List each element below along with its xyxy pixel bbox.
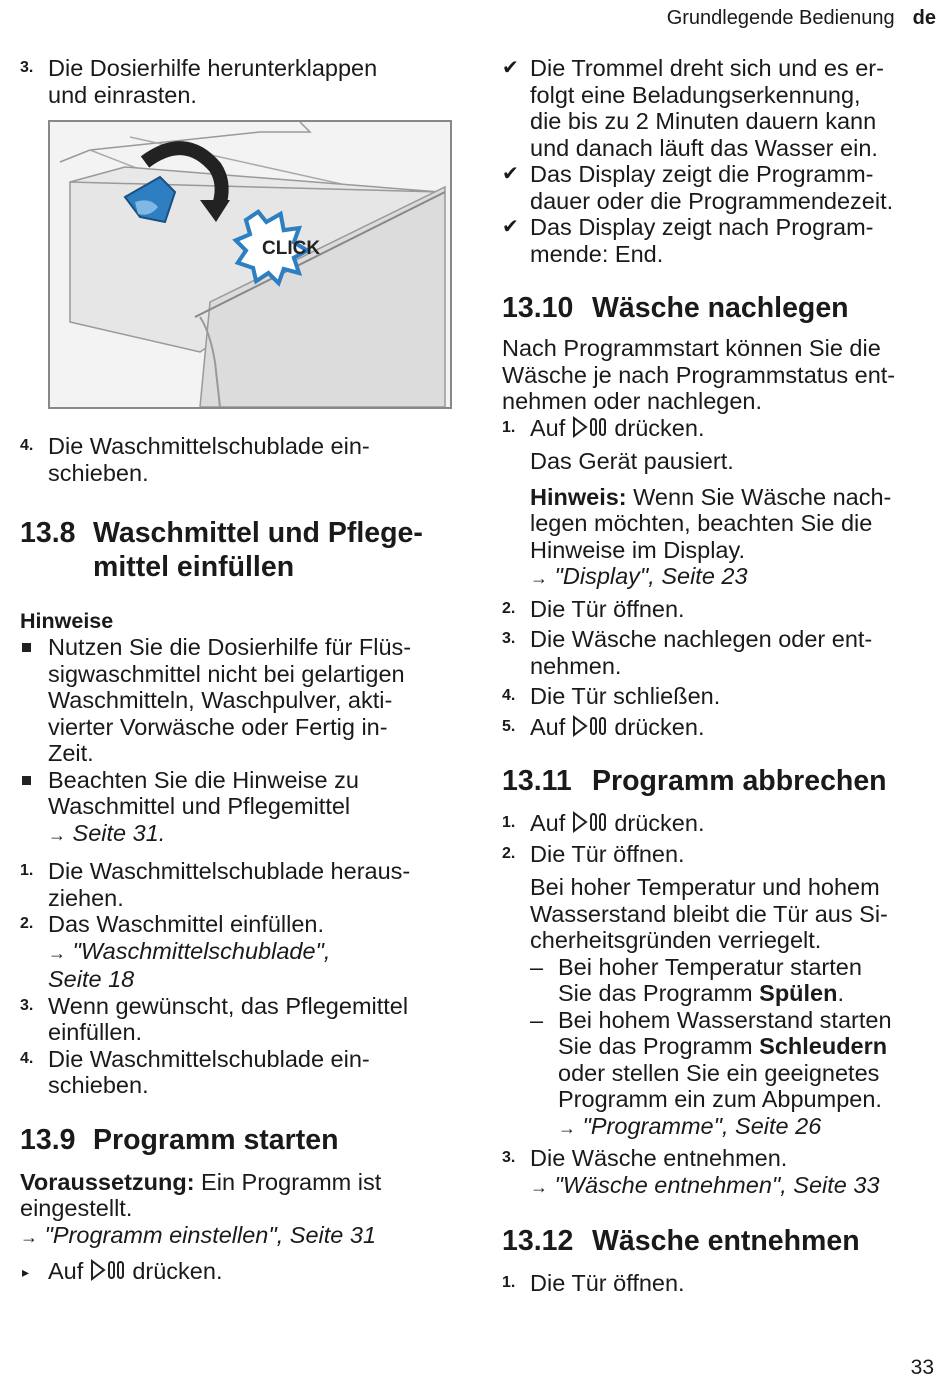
arrow-right-icon: → <box>530 1176 548 1197</box>
step-open-door <box>502 841 934 868</box>
step-text: Die Wäsche entnehmen. <box>530 1145 788 1171</box>
step-result: Das Gerät pausiert. <box>530 448 734 474</box>
step-number: 1. <box>20 862 34 879</box>
step-fold-down <box>20 55 452 108</box>
reference-text: "Programme", Seite 26 <box>582 1112 822 1139</box>
start-pause-icon <box>572 715 608 737</box>
start-pause-icon <box>90 1259 126 1281</box>
note-text: Waschmitteln, Waschpulver, akti- <box>48 687 393 713</box>
dash-text: Bei hoher Temperatur starten <box>558 953 862 980</box>
section-title: Programm abbrechen <box>592 765 887 797</box>
dash-bullet: – <box>530 953 544 980</box>
door-lock-info <box>502 874 934 954</box>
note-bullet-1 <box>20 634 452 767</box>
step-add-laundry <box>502 626 934 679</box>
action-start <box>20 1258 452 1285</box>
step-text: Die Dosierhilfe herunterklappen <box>48 55 378 81</box>
step-press-start <box>502 415 934 442</box>
hint-text: Wenn Sie Wäsche nach- <box>626 483 892 510</box>
prerequisite-text: Ein Programm ist <box>194 1168 382 1195</box>
step-push-in <box>20 433 452 486</box>
step-text: und einrasten. <box>48 81 197 108</box>
reference-text: "Display", Seite 23 <box>554 563 748 589</box>
section-number: 13.10 <box>502 292 574 324</box>
cross-reference-link[interactable] <box>558 1113 934 1142</box>
intro-text: nehmen oder nachlegen. <box>502 388 763 414</box>
step-number: 1. <box>502 418 516 436</box>
arrow-right-icon: → <box>530 568 548 588</box>
section-title: Programm starten <box>93 1123 339 1156</box>
square-bullet-icon <box>22 776 31 785</box>
step-close-door <box>502 683 934 710</box>
hint-text: legen möchten, beachten Sie die <box>530 510 873 536</box>
arrow-right-icon: → <box>48 942 66 963</box>
prerequisite-text: eingestellt. <box>20 1195 133 1221</box>
cross-reference-link[interactable] <box>48 938 452 967</box>
step-press-start <box>502 810 934 837</box>
section-13-12-heading <box>502 1224 934 1258</box>
section-number: 13.9 <box>20 1123 76 1156</box>
step-text: Auf <box>530 810 572 836</box>
cross-reference-link[interactable] <box>20 1222 452 1251</box>
cross-reference-link[interactable] <box>530 1172 934 1201</box>
section-title: mittel einfüllen <box>93 551 295 583</box>
prerequisite-label: Voraussetzung: <box>20 1168 195 1195</box>
dash-item-high-water <box>502 1007 934 1142</box>
step-number: 4. <box>20 1049 34 1067</box>
step-open-door <box>502 596 934 623</box>
dash-text-part: . <box>837 980 845 1006</box>
step-text: schieben. <box>48 1072 149 1098</box>
intro-text: Nach Programmstart können Sie die <box>502 335 881 361</box>
step-text: Auf <box>530 713 572 740</box>
header-language: de <box>912 7 936 29</box>
step-text: Die Waschmittelschublade ein- <box>48 1045 370 1072</box>
notes-title: Hinweise <box>20 609 114 633</box>
reference-text: "Wäsche entnehmen", Seite 33 <box>554 1171 880 1198</box>
step-text: Wenn gewünscht, das Pflegemittel <box>48 992 409 1019</box>
step-text: Die Tür schließen. <box>530 683 721 709</box>
section-13-9-heading <box>20 1123 452 1157</box>
hint-label: Hinweis: <box>530 483 627 510</box>
check-icon: ✔ <box>502 163 519 185</box>
result-text: die bis zu 2 Minuten dauern kann <box>530 108 877 134</box>
note-bullet-2 <box>20 767 452 849</box>
program-name: Schleudern <box>759 1033 888 1059</box>
note-text: sigwaschmittel nicht bei gelartigen <box>48 660 405 687</box>
step-number: 1. <box>502 814 516 831</box>
arrow-right-icon: → <box>558 1117 576 1138</box>
note-text: Zeit. <box>48 740 94 766</box>
page-number: 33 <box>910 1356 934 1379</box>
result-item-2 <box>502 161 934 214</box>
dash-text: Bei hohem Wasserstand starten <box>558 1006 892 1033</box>
step-text: Die Tür öffnen. <box>530 840 685 867</box>
info-text: Wasserstand bleibt die Tür aus Si- <box>530 900 888 927</box>
triangle-bullet-icon: ▸ <box>22 1264 30 1280</box>
prerequisite <box>20 1169 452 1196</box>
step-number: 3. <box>20 996 34 1014</box>
dash-text <box>558 1033 934 1060</box>
reference-text: "Programm einstellen", Seite 31 <box>44 1221 377 1248</box>
step-press-start-again <box>502 714 934 741</box>
step-text: Die Waschmittelschublade heraus- <box>48 858 411 884</box>
step-number: 2. <box>502 599 516 617</box>
start-pause-icon <box>572 811 608 833</box>
step-text: Die Wäsche nachlegen oder ent- <box>530 626 873 652</box>
info-text: Bei hoher Temperatur und hohem <box>530 874 880 900</box>
step-open-door <box>502 1270 934 1297</box>
section-intro <box>502 335 934 415</box>
dash-text: Programm ein zum Abpumpen. <box>558 1086 882 1112</box>
intro-text: Wäsche je nach Programmstatus ent- <box>502 361 896 388</box>
section-number: 13.8 <box>20 517 76 549</box>
dash-bullet: – <box>530 1006 544 1033</box>
action-text: Auf <box>48 1258 90 1284</box>
click-label: CLICK <box>262 238 321 259</box>
right-column <box>502 55 934 1297</box>
step-text: Das Waschmittel einfüllen. <box>48 911 325 937</box>
result-text: folgt eine Beladungserkennung, <box>530 81 861 108</box>
hint <box>502 484 934 511</box>
square-bullet-icon <box>22 643 31 652</box>
action-text: drücken. <box>125 1258 223 1284</box>
reference-text: Seite 18 <box>48 966 135 992</box>
dash-text-part: Sie das Programm <box>558 1033 760 1059</box>
step-number: 2. <box>502 844 516 862</box>
program-name: Spülen <box>759 980 838 1006</box>
left-column <box>20 55 452 1285</box>
step-fill-detergent <box>20 911 452 993</box>
step-remove-laundry <box>502 1145 934 1200</box>
step-text: Die Tür öffnen. <box>530 1270 685 1296</box>
page-header <box>667 7 936 30</box>
hint-text: Hinweise im Display. <box>530 536 746 563</box>
step-number: 4. <box>20 437 34 454</box>
result-text: mende: End. <box>530 240 664 267</box>
check-icon: ✔ <box>502 57 519 79</box>
section-13-8-heading <box>20 516 452 584</box>
step-text: Die Tür öffnen. <box>530 595 685 622</box>
result-text: Die Trommel dreht sich und es er- <box>530 55 884 81</box>
dash-text <box>558 980 934 1007</box>
step-text: drücken. <box>607 713 705 740</box>
result-text: dauer oder die Programmendezeit. <box>530 187 894 214</box>
step-text: einfüllen. <box>48 1019 143 1045</box>
step-text: drücken. <box>607 810 705 836</box>
check-icon: ✔ <box>502 216 519 238</box>
note-text: Waschmittel und Pflegemittel <box>48 793 351 819</box>
note-text: Beachten Sie die Hinweise zu <box>48 766 359 793</box>
step-text: schieben. <box>48 459 149 486</box>
step-text: nehmen. <box>530 652 622 679</box>
step-text: Die Waschmittelschublade ein- <box>48 433 370 459</box>
step-number: 3. <box>502 630 516 647</box>
start-pause-icon <box>572 416 608 438</box>
dosing-aid-illustration <box>48 120 452 409</box>
result-text: und danach läuft das Wasser ein. <box>530 134 878 161</box>
step-text: drücken. <box>607 414 705 441</box>
cross-reference-link[interactable] <box>502 563 934 592</box>
step-pull-out <box>20 858 452 911</box>
step-number: 1. <box>502 1274 516 1291</box>
arrow-right-icon: → <box>20 1226 38 1247</box>
result-text: Das Display zeigt die Programm- <box>530 161 874 187</box>
step-number: 3. <box>502 1149 516 1166</box>
section-title: Waschmittel und Pflege- <box>93 517 423 549</box>
cross-reference-link[interactable] <box>48 820 452 849</box>
dash-item-high-temp <box>502 954 934 1007</box>
step-number: 3. <box>20 59 34 76</box>
section-title: Wäsche nachlegen <box>592 292 849 324</box>
step-number: 5. <box>502 717 516 735</box>
step-text: ziehen. <box>48 884 124 911</box>
result-item-1 <box>502 55 934 161</box>
result-text: Das Display zeigt nach Program- <box>530 214 874 240</box>
step-fill-softener <box>20 993 452 1046</box>
note-text: Nutzen Sie die Dosierhilfe für Flüs- <box>48 634 412 660</box>
dash-text-part: Sie das Programm <box>558 980 760 1006</box>
reference-text: "Waschmittelschublade", <box>72 937 331 964</box>
dash-text: oder stellen Sie ein geeignetes <box>558 1059 880 1086</box>
section-13-11-heading <box>502 764 934 798</box>
step-number: 2. <box>20 915 34 932</box>
info-text: cherheitsgründen verriegelt. <box>530 927 822 953</box>
header-section: Grundlegende Bedienung <box>666 7 895 29</box>
result-item-3 <box>502 214 934 267</box>
arrow-right-icon: → <box>48 824 66 845</box>
step-push-in-drawer <box>20 1046 452 1099</box>
section-title: Wäsche entnehmen <box>592 1225 860 1257</box>
section-13-10-heading <box>502 291 934 325</box>
note-text: vierter Vorwäsche oder Fertig in- <box>48 713 388 740</box>
section-number: 13.11 <box>502 765 572 797</box>
dosing-aid-illustration-icon <box>50 122 450 407</box>
step-text: Auf <box>530 414 572 441</box>
reference-text: Seite 31. <box>72 819 166 846</box>
section-number: 13.12 <box>502 1225 574 1257</box>
step-number: 4. <box>502 687 516 704</box>
